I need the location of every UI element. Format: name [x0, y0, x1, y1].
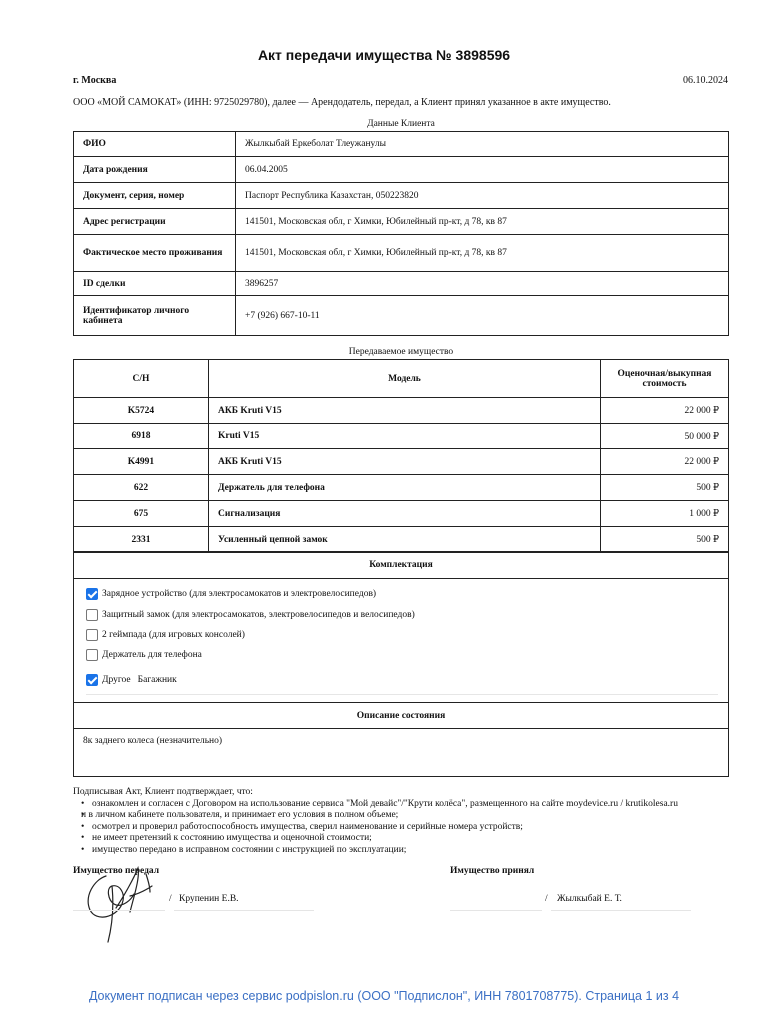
table-row [74, 424, 729, 449]
list-item: • не имеет претензий к состоянию имущества и оценочной стоимости; [73, 833, 733, 845]
kit-charger-checkbox[interactable] [86, 588, 98, 600]
sig-right-label: Имущество принял [450, 866, 535, 876]
act-city: г. Москва [73, 75, 117, 86]
kit-item-charger[interactable] [86, 588, 376, 600]
kit-gamepads-checkbox[interactable] [86, 629, 98, 641]
sig-right-slash: / [545, 894, 548, 904]
client-label: Идентификатор личного кабинета [74, 296, 236, 336]
client-value: +7 (926) 667-10-11 [236, 296, 729, 336]
kit-item-gamepads[interactable] [86, 629, 245, 641]
client-value: 3896257 [236, 272, 729, 296]
asset-sn: K4991 [74, 449, 209, 475]
table-row [74, 398, 729, 424]
condition-section [73, 702, 729, 777]
client-value: Жылкыбай Еркеболат Тлеужанулы [236, 132, 729, 157]
kit-item-label: Зарядное устройство (для электросамокатов и электровелосипедов) [102, 589, 377, 599]
client-value: 06.04.2005 [236, 157, 729, 183]
asset-sn: 622 [74, 475, 209, 501]
asset-price: 1 000 ₽ [601, 501, 729, 527]
kit-item-label: Держатель для телефона [102, 650, 202, 660]
table-row [74, 449, 729, 475]
asset-price: 22 000 ₽ [601, 398, 729, 424]
sig-left-line-1 [73, 910, 165, 911]
kit-item-label: Защитный замок (для электросамокатов, электровелосипедов и велосипедов) [102, 610, 415, 620]
terms-list [73, 799, 733, 857]
sig-right-line-1 [450, 910, 542, 911]
sig-right-name: Жылкыбай Е. Т. [557, 894, 622, 904]
asset-price: 500 ₽ [601, 527, 729, 553]
client-label: ФИО [74, 132, 236, 157]
asset-sn: 2331 [74, 527, 209, 553]
terms-intro: Подписывая Акт, Клиент подтверждает, что: [73, 787, 253, 797]
client-label: Дата рождения [74, 157, 236, 183]
assets-header-row [74, 360, 729, 398]
client-label: Фактическое место проживания [74, 235, 236, 272]
asset-price: 500 ₽ [601, 475, 729, 501]
kit-lock-checkbox[interactable] [86, 609, 98, 621]
asset-model: Kruti V15 [209, 424, 601, 449]
asset-model: АКБ Kruti V15 [209, 398, 601, 424]
kit-other-checkbox[interactable] [86, 674, 98, 686]
client-table [73, 131, 729, 336]
kit-item-label: 2 геймпада (для игровых консолей) [102, 630, 245, 640]
assets-col-price: Оценочная/выкупная стоимость [601, 360, 729, 398]
kit-item-lock[interactable] [86, 609, 415, 621]
list-item: • ознакомлен и согласен с Договором на использование сервиса "Мой девайс"/"Крути колёса", размещенного на сайте moydevice.ru / krutikolesa.ru [73, 799, 733, 811]
sig-left-name: Крупенин Е.В. [179, 894, 239, 904]
kit-item-phone-holder[interactable] [86, 649, 202, 661]
asset-model: Усиленный цепной замок [209, 527, 601, 553]
footer-note: Документ подписан через сервис podpislon.ru (ООО "Подпислон", ИНН 7801708775). Страница 1 из 4 [88, 989, 680, 1003]
list-item: • осмотрел и проверил работоспособность имущества, сверил наименование и серийные номера устройств; [73, 822, 733, 834]
list-item: • и в личном кабинете пользователя, и принимает его условия в полном объеме; [73, 810, 733, 822]
client-caption: Данные Клиента [367, 119, 435, 129]
list-item: • имущество передано в исправном состоянии с инструкцией по эксплуатации; [73, 845, 733, 857]
kit-item-label: Другое [102, 675, 131, 685]
asset-price: 50 000 ₽ [601, 424, 729, 449]
act-title: Акт передачи имущества № 3898596 [257, 47, 511, 63]
table-row [74, 501, 729, 527]
client-value: 141501, Московская обл, г Химки, Юбилейный пр-кт, д 78, кв 87 [236, 209, 729, 235]
client-value: 141501, Московская обл, г Химки, Юбилейный пр-кт, д 78, кв 87 [236, 235, 729, 272]
sig-right-line-2 [551, 910, 691, 911]
asset-sn: 6918 [74, 424, 209, 449]
condition-text: 8к заднего колеса (незначительно) [83, 736, 223, 746]
client-label: Документ, серия, номер [74, 183, 236, 209]
kit-divider [86, 694, 718, 695]
assets-col-model: Модель [209, 360, 601, 398]
client-row-document [74, 183, 729, 209]
client-row-deal-id [74, 272, 729, 296]
assets-table [73, 359, 729, 553]
asset-model: Сигнализация [209, 501, 601, 527]
asset-model: Держатель для телефона [209, 475, 601, 501]
asset-sn: K5724 [74, 398, 209, 424]
kit-phone-holder-checkbox[interactable] [86, 649, 98, 661]
kit-section [73, 551, 729, 703]
client-row-account-id [74, 296, 729, 336]
assets-caption: Передаваемое имущество [348, 347, 454, 357]
client-label: Адрес регистрации [74, 209, 236, 235]
sig-left-slash: / [169, 894, 172, 904]
client-row-fio [74, 132, 729, 157]
client-row-registration [74, 209, 729, 235]
asset-price: 22 000 ₽ [601, 449, 729, 475]
condition-title: Описание состояния [74, 703, 728, 729]
asset-sn: 675 [74, 501, 209, 527]
client-label: ID сделки [74, 272, 236, 296]
client-row-residence [74, 235, 729, 272]
sig-left-label: Имущество передал [73, 866, 160, 876]
kit-item-other[interactable] [86, 674, 177, 686]
kit-other-value: Багажник [137, 675, 177, 685]
terms-block [73, 787, 733, 857]
sig-left-line-2 [174, 910, 314, 911]
kit-title: Комплектация [74, 552, 728, 579]
asset-model: АКБ Kruti V15 [209, 449, 601, 475]
act-intro: ООО «МОЙ САМОКАТ» (ИНН: 9725029780), далее — Арендодатель, передал, а Клиент принял указанное в акте имущество. [73, 97, 611, 108]
client-row-birthdate [74, 157, 729, 183]
table-row [74, 475, 729, 501]
table-row [74, 527, 729, 553]
act-date: 06.10.2024 [683, 75, 728, 86]
assets-col-sn: С/Н [74, 360, 209, 398]
client-value: Паспорт Республика Казахстан, 050223820 [236, 183, 729, 209]
